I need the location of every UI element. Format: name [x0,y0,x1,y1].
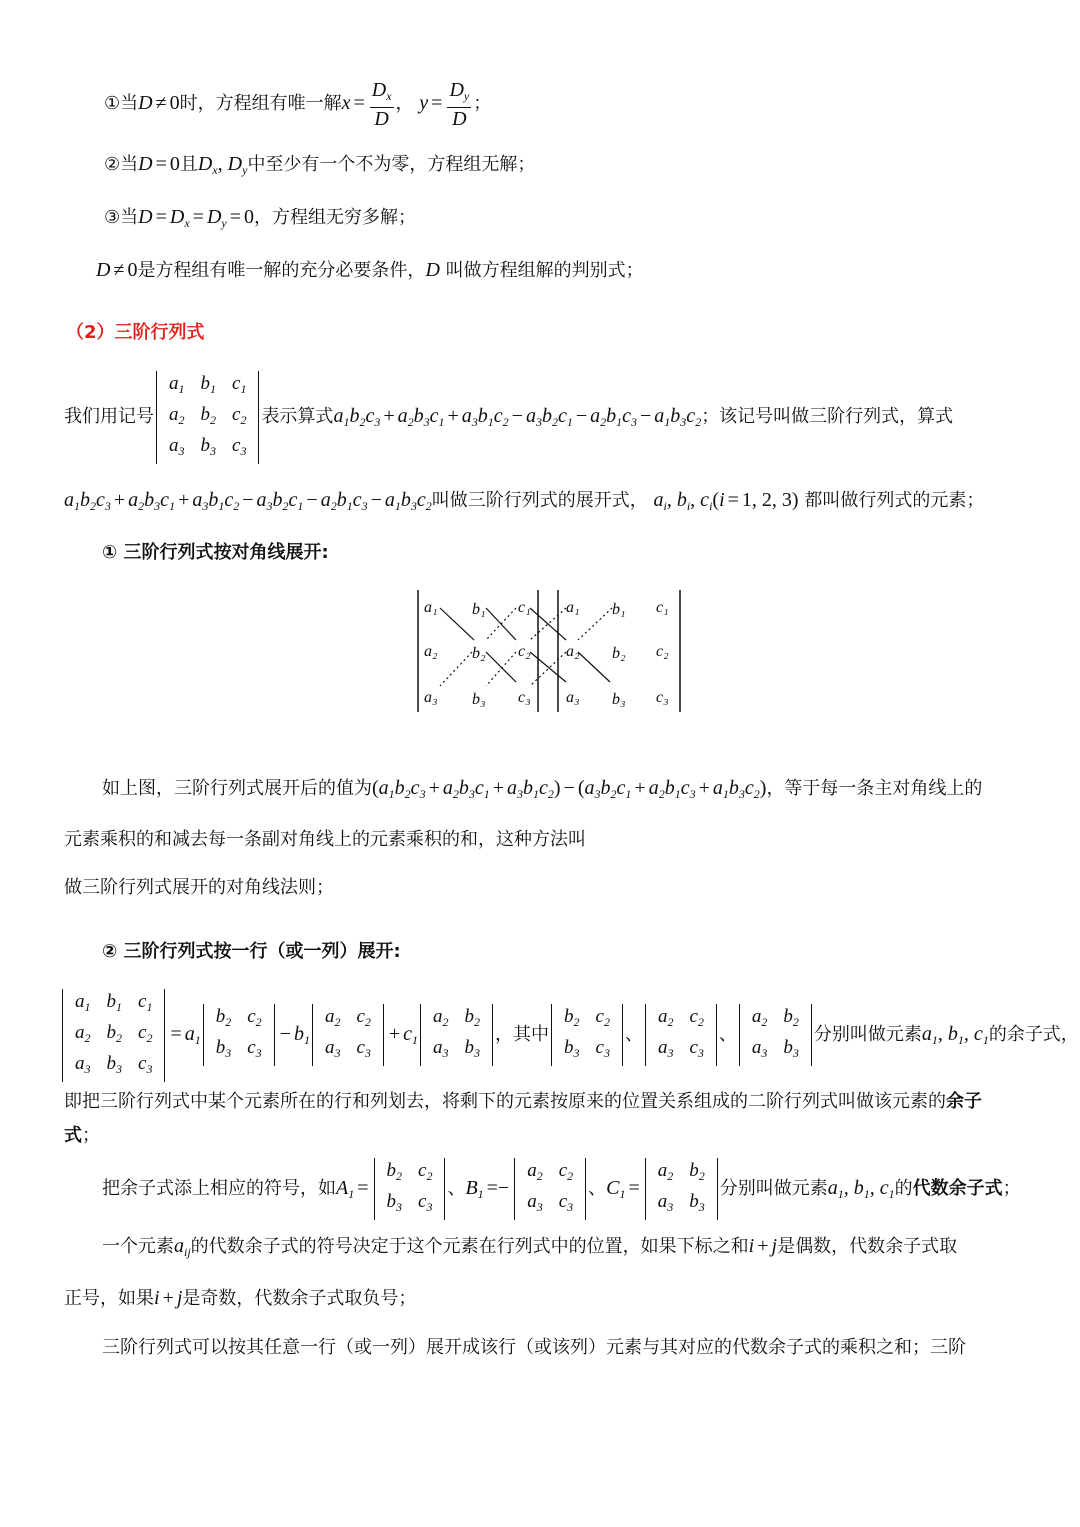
svg-text:a₃: a₃ [424,689,438,706]
fraction-dx-over-d: $\frac{D_x}{D}$ [371,78,392,130]
case-3-line: ③当$D = D_x = D_y = 0$，方程组无穷多解； [104,206,416,230]
case-1-text: 时，方程组有唯一解 [179,93,342,114]
cofactor-c1: $a_2$ $b_2$ $a_3$ $b_3$ [645,1158,718,1220]
expansion-formula: $a_1b_2c_3 + a_2b_3c_1 + a_3b_1c_2 - a_3b_2c_1 - a_2b_1c_3 - a_1b_3c_2$ [333,405,702,429]
definition-line: 我们用记号 $a_1$ $b_1$ $c_1$ $a_2$ $b_2$ $c_2$ $a_3$ $b_3$ $c_3$ 表示算式$a_1b_2c_3 + a_2b_3c_1 + a_3b_1c_2 - a_3b_2c_1 - a_2b_1c_3 - a_1b_3c_2$；该记号叫做三阶行列式，算式 [64,368,953,464]
minor-definition-line: 即把三阶行列式中某个元素所在的行和列划去，将剩下的元素按原来的位置关系组成的二阶行列式叫做该元素的余子 [64,1091,982,1112]
fraction-dy-over-d: $\frac{D_y}{D}$ [449,78,470,130]
svg-text:c₁: c₁ [518,599,531,616]
definition-line-2: $a_1b_2c_3 + a_2b_3c_1 + a_3b_1c_2 - a_3b_2c_1 - a_2b_1c_3 - a_1b_3c_2$叫做三阶行列式的展开式， $a_i$, $b_i$, $c_i(i = 1$, 2, 3) 都叫做行列式的元素； [64,489,985,513]
svg-text:b₂: b₂ [472,645,486,662]
minor-a1: $b_2$ $c_2$ $b_3$ $c_3$ [203,1004,275,1066]
sign-rule-line-2: 正号，如果i + j是奇数，代数余子式取负号； [64,1287,417,1309]
svg-text:a₂: a₂ [566,643,580,660]
minor-list-3: $a_2$ $b_2$ $a_3$ $b_3$ [739,1004,812,1066]
svg-text:b₃: b₃ [612,691,626,708]
minor-c1: $a_2$ $b_2$ $a_3$ $b_3$ [420,1004,493,1066]
svg-text:b₂: b₂ [612,645,626,662]
cofactor-b1: $a_2$ $c_2$ $a_3$ $c_3$ [514,1158,586,1220]
section-heading: （2）三阶行列式 [66,322,205,343]
svg-text:b₁: b₁ [472,601,486,618]
svg-text:c₃: c₃ [518,689,531,706]
minor-list-1: $b_2$ $c_2$ $b_3$ $c_3$ [551,1004,623,1066]
math-D: D [138,92,153,114]
criterion-line: D ≠ 0是方程组有唯一解的充分必要条件，D 叫做方程组解的判别式； [96,259,644,281]
svg-text:c₁: c₁ [656,599,669,616]
svg-text:a₁: a₁ [566,599,580,616]
diagonal-text-line-3: 做三阶行列式展开的对角线法则； [64,877,334,898]
diagonal-rule-diagram [410,586,690,716]
diagonal-text-line-2: 元素乘积的和减去每一条副对角线上的元素乘积的和，这种方法叫 [64,829,586,850]
cofactor-a1: $b_2$ $c_2$ $b_3$ $c_3$ [374,1158,446,1220]
minor-definition-line-2: 式； [64,1125,100,1146]
det-3x3: $a_1$ $b_1$ $c_1$ $a_2$ $b_2$ $c_2$ $a_3$ $b_3$ $c_3$ [156,371,259,464]
method-2-heading: ② 三阶行列式按一行（或一列）展开: [102,941,401,962]
svg-text:a₃: a₃ [566,689,580,706]
minor-list-2: $a_2$ $c_2$ $a_3$ $c_3$ [645,1004,717,1066]
case-2-line: ②当D = 0且$D_x$, $D_y$中至少有一个不为零，方程组无解； [104,153,536,177]
svg-text:a₁: a₁ [424,599,438,616]
case-1-mark: ①当 [104,93,139,114]
row-expansion-line: $a_1$ $b_1$ $c_1$ $a_2$ $b_2$ $c_2$ $a_3$ $b_3$ $c_3$ = $a_1$ $b_2$ $c_2$ $b_3$ $c_3$ − $b_1$ $a_2$ $c_2$ $a_3$ $c_3$ + $c_1$ $a_2$ $b_2$ $a_3$ $b_3$ ，其中 $b_2$ $c_2$ $b_3$ $c_3$ 、 $a_2$ $c_2$ $a_3$ $c_3$ 、 $a_2$ $b_2$ $a_3$ $b_3$ 分别叫做元素$a_1$, $b_1$, $c_1$的余子式， [60,986,1079,1082]
svg-text:c₂: c₂ [656,643,669,660]
case-1-line: ①当D ≠ 0时，方程组有唯一解x = $\frac{D_x}{D}$ ， y = $\frac{D_y}{D}$ ； [104,78,492,130]
cofactor-line: 把余子式添上相应的符号，如$A_1$ = $b_2$ $c_2$ $b_3$ $c_3$ 、$B_1$ =− $a_2$ $c_2$ $a_3$ $c_3$ 、$C_1$ = $a_2$ $b_2$ $a_3$ $b_3$ 分别叫做元素$a_1$, $b_1$, $c_1$的代数余子式； [102,1156,1021,1220]
det-3x3-expand: $a_1$ $b_1$ $c_1$ $a_2$ $b_2$ $c_2$ $a_3$ $b_3$ $c_3$ [62,989,165,1082]
last-line: 三阶行列式可以按其任意一行（或一列）展开成该行（或该列）元素与其对应的代数余子式的乘积之和；三阶 [102,1337,966,1358]
svg-text:c₃: c₃ [656,689,669,706]
svg-text:b₃: b₃ [472,691,486,708]
sign-rule-line-1: 一个元素$a_{ij}$的代数余子式的符号决定于这个元素在行列式中的位置，如果下标之和i + j是偶数，代数余子式取 [102,1235,958,1259]
method-1-heading: ① 三阶行列式按对角线展开: [102,542,329,563]
minor-b1: $a_2$ $c_2$ $a_3$ $c_3$ [312,1004,384,1066]
svg-text:b₁: b₁ [612,601,626,618]
svg-text:a₂: a₂ [424,643,438,660]
diagonal-text-line-1: 如上图，三阶行列式展开后的值为$(a_1b_2c_3 + a_2b_3c_1 + a_3b_1c_2) - (a_3b_2c_1 + a_2b_1c_3 + a_1b_3c_2)$，等于每一条主对角线上的 [102,777,983,801]
svg-text:c₂: c₂ [518,643,531,660]
